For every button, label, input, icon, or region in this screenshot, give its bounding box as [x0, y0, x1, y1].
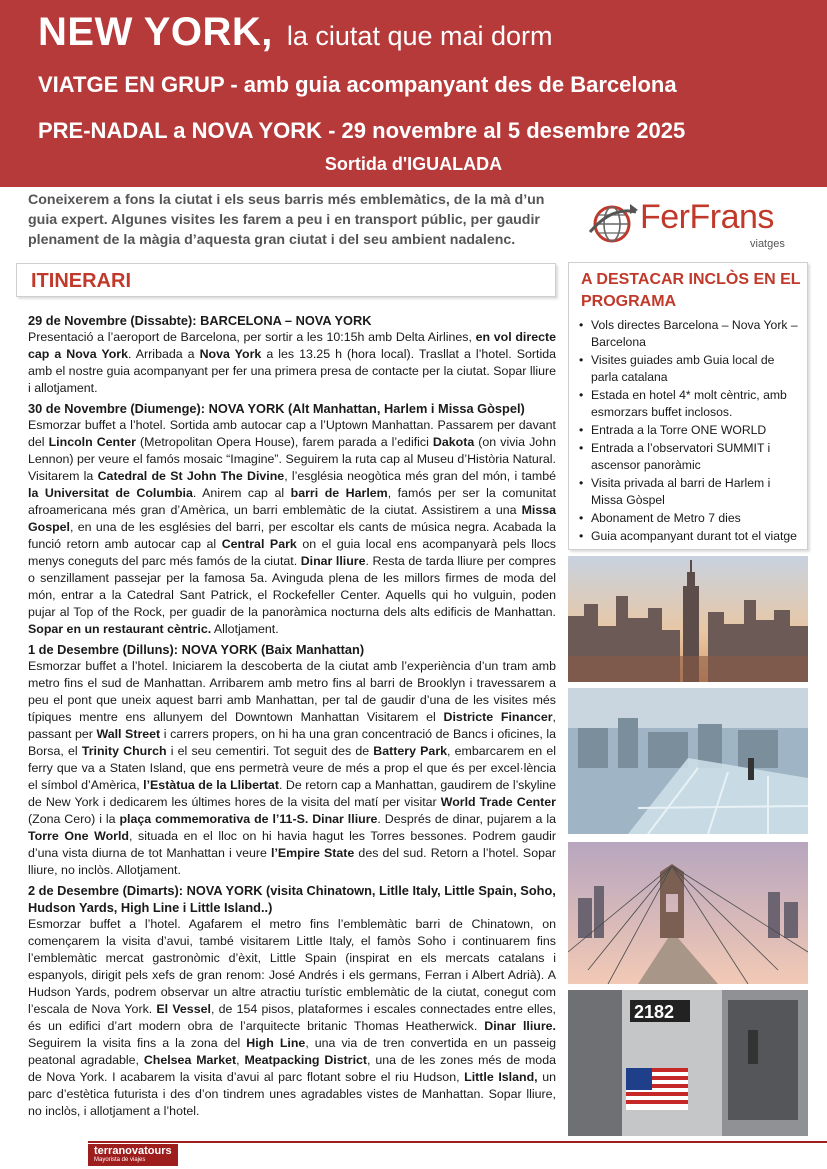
- list-item: • Entrada a la Torre ONE WORLD: [579, 422, 801, 439]
- photo-observatory: [568, 688, 808, 834]
- day-description: [28, 329, 556, 397]
- highlight-text: Little Island,: [464, 1070, 538, 1084]
- photo-subway: [568, 990, 808, 1136]
- body-text: a les 13.25 h (hora local). Trasllat a l’hotel. Sortida amb el nostre guia acompanyant per fer una primera presa de contacte per la ciutat. Sopar lliure i allotjament.: [28, 347, 557, 395]
- day-description: [28, 658, 556, 879]
- itinerary-day: [28, 882, 556, 1120]
- highlight-text: High Line: [246, 1036, 306, 1050]
- highlight-text: Catedral de St John The Divine: [97, 469, 285, 483]
- itinerary-day: [28, 400, 556, 638]
- itinerary-body: [28, 312, 556, 1123]
- highlight-text: barri de Harlem: [290, 486, 388, 500]
- body-text: Esmorzar buffet a l’hotel. Iniciarem la descoberta de la ciutat amb l’experiència d’un tram amb metro fins el sud de Manhattan. Arribarem amb metro fins al barri de Brooklyn i travessarem a peu el pont que uneix aquest barri amb Manhattan, per tal de gaudir d’una de les visites més típiques mentre ens allunyem del Downtown Manhattan Visitarem el: [28, 659, 556, 724]
- highlights-title: A DESTACAR INCLÒS EN EL PROGRAMA: [581, 271, 801, 310]
- logo-name: FerFrans: [640, 198, 774, 236]
- footer-brand: terranovatours: [94, 1145, 172, 1157]
- body-text: (Zona Cero) i la: [28, 812, 120, 826]
- footer-sub: Mayorista de viajes: [94, 1157, 146, 1163]
- list-item: • Guia acompanyant durant tot el viatge: [579, 528, 801, 545]
- page-title: NEW YORK,: [38, 10, 273, 54]
- highlight-text: Nova York: [199, 347, 262, 361]
- highlight-text: l’Estàtua de la Llibertat: [143, 778, 279, 792]
- body-text: , de 154 pisos, plataformes i escales connectades entre elles, és un edifici d’art modern obra de l’arquitecte britanic Thomas Heatherwick.: [28, 1002, 557, 1033]
- body-text: on el guia local ens acompanyarà pels llocs menys coneguts del parc més famós de la ciutat.: [28, 537, 556, 568]
- highlight-text: Chelsea Market: [143, 1053, 237, 1067]
- highlight-text: l’Empire State: [271, 846, 355, 860]
- body-text: Presentació a l’aeroport de Barcelona, per sortir a les 10:15h amb Delta Airlines,: [28, 330, 476, 344]
- itinerary-header: [16, 263, 556, 297]
- highlights-list: [579, 317, 801, 546]
- trip-dates: PRE-NADAL a NOVA YORK - 29 novembre al 5 desembre 2025: [38, 118, 686, 143]
- logo-sub: viatges: [750, 238, 785, 250]
- body-text: Esmorzar buffet a l’hotel. Agafarem el metro fins l’emblemàtic barri de Chinatown, on començarem la visita d’avui, també visitarem Little Italy, el famòs Soho i continuarem fins l’emblemàtic mercat gastronòmic d’èxit, Little Spain (inspirat en els mercats catalans i espanyols, dirigit pels xefs de gran renom: José Andrés i els germans, Ferran i Albert Adrià). A Hudson Yards, podrem observar un altre atractiu turístic emblemàtic de la ciutat, conegut com l’escala de Nova York.: [28, 917, 556, 1016]
- terranova-logo: [88, 1144, 178, 1166]
- trip-type: VIATGE EN GRUP - amb guia acompanyant des de Barcelona: [38, 72, 677, 97]
- day-heading: 2 de Desembre (Dimarts): NOVA YORK (visita Chinatown, Litlle Italy, Little Spain, Soho, Hudson Yards, High Line i Little Island..): [28, 883, 556, 915]
- body-text: i el seu cementiri. Tot seguit des de: [166, 744, 374, 758]
- highlight-text: Districte Financer: [443, 710, 553, 724]
- day-heading: 30 de Novembre (Diumenge): NOVA YORK (Alt Manhattan, Harlem i Missa Gòspel): [28, 401, 525, 416]
- highlight-text: Meatpacking District: [244, 1053, 368, 1067]
- highlight-text: Missa Gospel: [28, 503, 556, 534]
- list-item: • Vols directes Barcelona – Nova York – Barcelona: [579, 317, 801, 351]
- ferfrans-logo: [586, 196, 796, 256]
- list-item: • Visites guiades amb Guia local de parla catalana: [579, 352, 801, 386]
- body-text: un parc d’estètica futurista i des d’on tindrem unes agradables vistes de Manhattan. Sopar lliure, no inclòs, i allotjament a l’hotel.: [28, 1070, 556, 1118]
- body-text: . Resta de tarda lliure per compres o senzillament passejar per la famosa 5a. Avinguda plena de les millors firmes de moda del món, entrar a la Catedral Sant Patrick, el Rockefeller Center. Aquells qui ho vulguin, poden pujar al Top of the Rock, per guadir de la panoràmica nocturna dels alts edificis de Manhattan.: [28, 554, 556, 619]
- globe-plane-icon: [586, 198, 638, 250]
- body-text: , l’església neogòtica més gran del món, i també: [284, 469, 556, 483]
- body-text: Allotjament.: [211, 622, 279, 636]
- body-text: , situada en el lloc on hi havia hagut les Torres bessones. Podrem gaudir d’una vista diurna de tot Manhattan i veure: [28, 829, 556, 860]
- intro-text: Coneixerem a fons la ciutat i els seus barris més emblemàtics, de la mà d’un guia expert. Algunes visites les farem a peu i en transport públic, per gaudir plenament de la màgia d’aquesta gran ciutat i del seu ambient nadalenc.: [28, 192, 545, 248]
- body-text: (on vivia John Lennon) per veure el famós mosaic “Imagine”. Seguirem la ruta cap al Museu d’Història Natural. Visitarem la: [28, 435, 556, 483]
- highlights-box: [568, 262, 808, 550]
- header-banner: [0, 0, 827, 187]
- body-text: des del sud. Retorn a l’hotel. Sopar lliure, no inclòs. Allotjament.: [28, 846, 556, 877]
- body-text: , en una de les esglésies del barri, per escoltar els cants de música negra. Acabada la funció retorn amb autocar cap al: [28, 520, 556, 551]
- day-description: [28, 417, 556, 638]
- day-heading: 29 de Novembre (Dissabte): BARCELONA – NOVA YORK: [28, 313, 372, 328]
- highlight-text: Central Park: [221, 537, 297, 551]
- highlight-text: Sopar en un restaurant cèntric.: [28, 622, 212, 636]
- highlight-text: Dinar lliure.: [484, 1019, 556, 1033]
- day-description: [28, 916, 556, 1120]
- departure-city: Sortida d'IGUALADA: [324, 154, 503, 174]
- photo-skyline: [568, 556, 808, 682]
- highlight-text: Trinity Church: [81, 744, 167, 758]
- itinerary-day: [28, 312, 556, 397]
- body-text: i carrers propers, on hi ha una gran concentració de Bancs i oficines, la Borsa, el: [28, 727, 556, 758]
- list-item: • Estada en hotel 4* molt cèntric, amb esmorzars buffet inclosos.: [579, 387, 801, 421]
- highlight-text: Dinar lliure: [300, 554, 366, 568]
- footer: [0, 1140, 827, 1169]
- list-item: • Abonament de Metro 7 dies: [579, 510, 801, 527]
- body-text: . Anirem cap al: [192, 486, 291, 500]
- body-text: , una via de tren convertida en un passeig peatonal agradable,: [28, 1036, 556, 1067]
- highlight-text: Wall Street: [96, 727, 161, 741]
- highlight-text: Lincoln Center: [48, 435, 136, 449]
- page-subtitle: la ciutat que mai dorm: [286, 21, 553, 51]
- list-item: • Entrada a l’observatori SUMMIT i ascensor panoràmic: [579, 440, 801, 474]
- body-text: . Arribada a: [128, 347, 200, 361]
- body-text: , passant per: [28, 710, 556, 741]
- body-text: Seguirem la visita fins a la zona del: [28, 1036, 247, 1050]
- highlight-text: Torre One World: [28, 829, 129, 843]
- highlight-text: Dakota: [432, 435, 475, 449]
- day-heading: 1 de Desembre (Dilluns): NOVA YORK (Baix Manhattan): [28, 642, 365, 657]
- body-text: , embarcarem en el ferry que va a Staten Island, que ens permetrà veure de més a prop el que és per excel·lència el símbol d’Amèrica,: [28, 744, 556, 792]
- body-text: . De retorn cap a Manhattan, gaudirem de l’skyline de New York i dedicarem les últimes hores de la visita del matí per visitar: [28, 778, 556, 809]
- list-item: • Visita privada al barri de Harlem i Missa Gòspel: [579, 475, 801, 509]
- body-text: ,: [236, 1053, 245, 1067]
- body-text: . Després de dinar, pujarem a la: [377, 812, 556, 826]
- highlight-text: la Universitat de Columbia: [28, 486, 193, 500]
- itinerary-title: ITINERARI: [31, 270, 131, 292]
- body-text: , famós per ser la comunitat afroamericana més gran d’Amèrica, un barri emblemàtic de la ciutat. Assistirem a una: [28, 486, 557, 517]
- body-text: , una de les zones més de moda de Nova York. I acabarem la visita d’avui al parc flotant sobre el riu Hudson,: [28, 1053, 556, 1084]
- body-text: Esmorzar buffet a l’hotel. Sortida amb autocar cap a l’Uptown Manhattan. Passarem per davant del: [28, 418, 556, 449]
- highlight-text: en vol directe cap a Nova York: [28, 330, 556, 361]
- flag-icon: [626, 1068, 688, 1110]
- body-text: (Metropolitan Opera House), farem parada a l’edifici: [135, 435, 433, 449]
- highlight-text: plaça commemorativa de l’11-S. Dinar lliure: [119, 812, 378, 826]
- subway-car-number: 2182: [634, 1002, 675, 1022]
- itinerary-day: [28, 641, 556, 879]
- photo-brooklyn-bridge: [568, 842, 808, 984]
- highlight-text: World Trade Center: [440, 795, 557, 809]
- footer-divider: [88, 1141, 827, 1143]
- highlight-text: El Vessel: [156, 1002, 211, 1016]
- title-row: [38, 10, 553, 55]
- highlight-text: Battery Park: [373, 744, 448, 758]
